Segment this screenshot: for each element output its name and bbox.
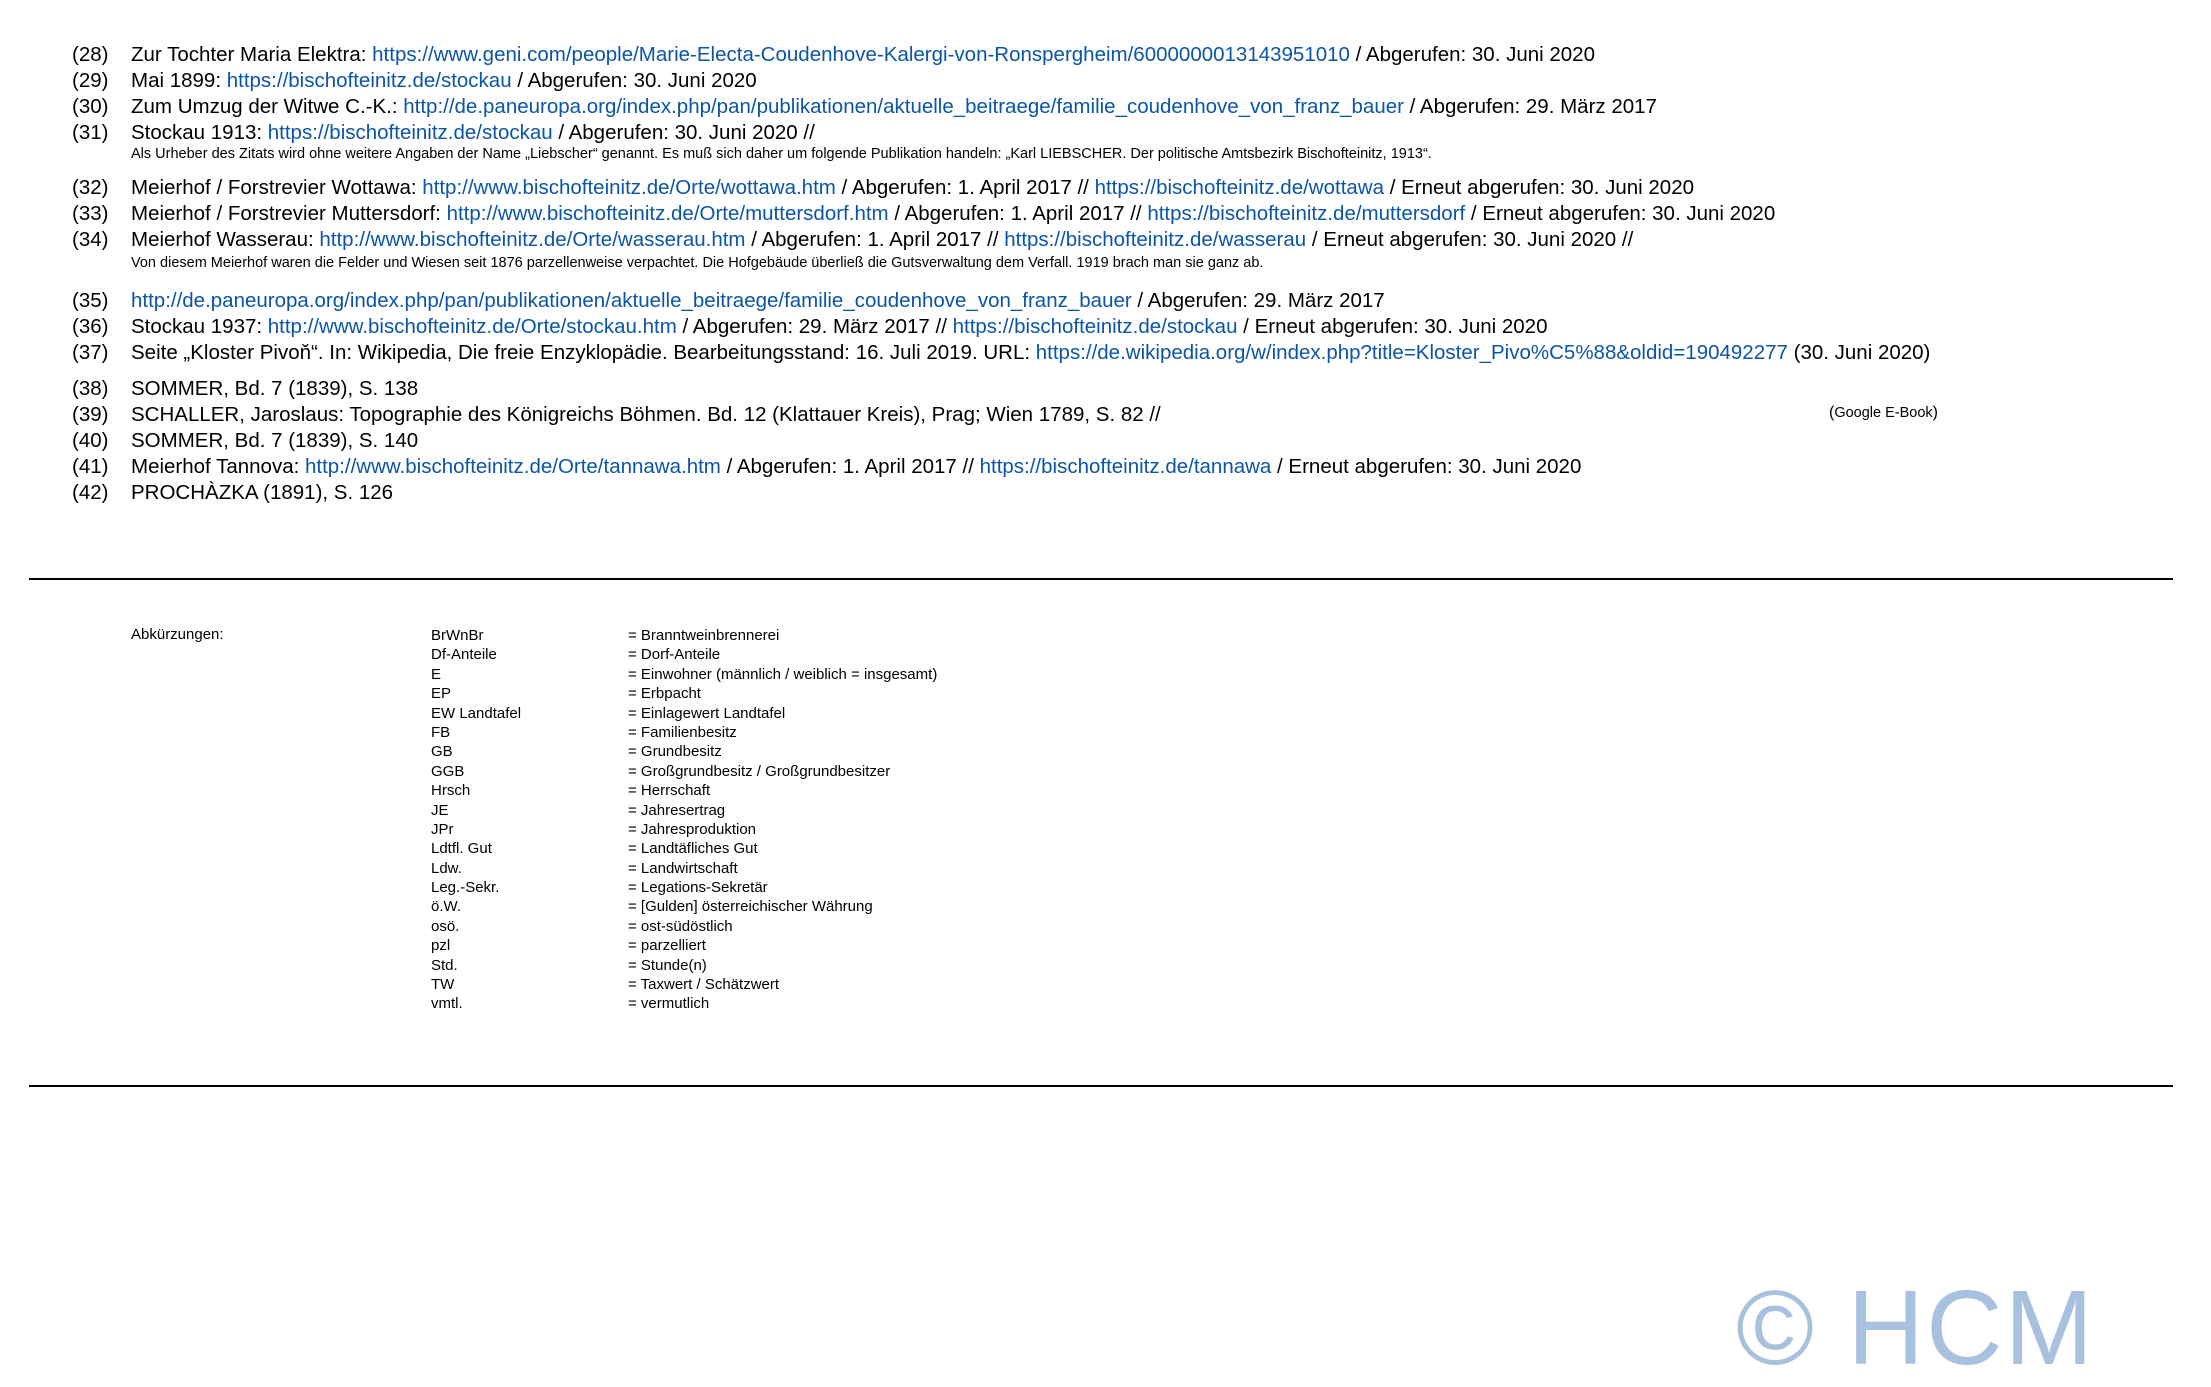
footnote-number: (37) xyxy=(72,341,109,364)
footnote-link-2[interactable]: https://bischofteinitz.de/wasserau xyxy=(1004,228,1307,251)
footnote-text xyxy=(131,68,757,93)
abbreviation-values xyxy=(628,626,937,1014)
abbreviation-meaning: = Stunde(n) xyxy=(628,956,707,974)
abbreviation-key: Leg.-Sekr. xyxy=(431,879,500,897)
footnote-text xyxy=(131,454,1581,479)
footnote-prefix: Zum Umzug der Witwe C.-K.: xyxy=(131,95,404,118)
footnote-suffix: / Abgerufen: 1. April 2017 // xyxy=(888,202,1148,225)
footnote-link[interactable]: http://www.bischofteinitz.de/Orte/stockau.htm xyxy=(267,315,677,338)
footnote-prefix: Meierhof / Forstrevier Muttersdorf: xyxy=(131,202,447,225)
footnote-prefix: Meierhof Wasserau: xyxy=(131,228,320,251)
footnote-text xyxy=(131,175,1694,200)
footnote-suffix-2: / Erneut abgerufen: 30. Juni 2020 xyxy=(1237,315,1548,338)
footnote-number: (32) xyxy=(72,176,109,199)
footnote-prefix: Meierhof / Forstrevier Wottawa: xyxy=(131,176,423,199)
abbreviation-meaning: = Jahresertrag xyxy=(628,801,726,819)
footnote-link[interactable]: http://www.bischofteinitz.de/Orte/tannawa.htm xyxy=(304,455,721,478)
footnote-number: (40) xyxy=(72,429,109,452)
abbreviation-key: GB xyxy=(431,743,453,761)
footnote-number: (42) xyxy=(72,481,109,504)
abbreviation-meaning: = Jahresproduktion xyxy=(628,820,756,838)
paren-close: ) xyxy=(1932,404,1938,421)
abbreviation-key: TW xyxy=(431,976,455,994)
footnote-suffix-2: / Erneut abgerufen: 30. Juni 2020 xyxy=(1465,202,1776,225)
copyright-watermark: © HCM xyxy=(1736,1269,2095,1387)
footnote-text xyxy=(131,428,418,453)
divider-bottom xyxy=(29,1085,2173,1087)
abbreviation-key: Df-Anteile xyxy=(431,646,497,664)
footnote-suffix: / Abgerufen: 1. April 2017 // xyxy=(745,228,1005,251)
google-ebook-label: Google E-Book xyxy=(1834,405,1933,421)
footnote-number: (29) xyxy=(72,69,109,92)
footnote-suffix: / Abgerufen: 30. Juni 2020 xyxy=(1349,43,1595,66)
footnote-link-2[interactable]: https://bischofteinitz.de/wottawa xyxy=(1094,176,1384,199)
abbreviation-key: Hrsch xyxy=(431,782,471,800)
footnote-prefix: SOMMER, Bd. 7 (1839), S. 140 xyxy=(131,429,419,452)
footnote-prefix: Meierhof Tannova: xyxy=(131,455,305,478)
footnote-text xyxy=(131,227,1633,252)
abbreviation-meaning: = Branntweinbrennerei xyxy=(628,627,780,644)
footnote-suffix-2: / Erneut abgerufen: 30. Juni 2020 xyxy=(1271,455,1582,478)
footnote-suffix: / Abgerufen: 1. April 2017 // xyxy=(835,176,1095,199)
abbreviation-key: EW Landtafel xyxy=(431,704,522,722)
abbreviation-meaning: = Einlagewert Landtafel xyxy=(628,704,786,722)
footnote-text xyxy=(131,480,393,505)
footnote-link[interactable]: https://de.wikipedia.org/w/index.php?title=Kloster_Pivo%C5%88&oldid=190492277 xyxy=(1035,341,1788,364)
footnote-prefix: Stockau 1913: xyxy=(131,121,268,144)
footnote-link[interactable]: https://bischofteinitz.de/stockau xyxy=(267,121,553,144)
footnote-suffix-2: / Erneut abgerufen: 30. Juni 2020 // xyxy=(1306,228,1634,251)
footnote-number: (28) xyxy=(72,43,109,66)
footnote-text xyxy=(131,288,1385,313)
abbreviation-meaning: = vermutlich xyxy=(628,995,710,1013)
footnote-link[interactable]: https://bischofteinitz.de/stockau xyxy=(226,69,512,92)
abbreviation-key: JPr xyxy=(431,820,454,838)
abbreviation-meaning: = parzelliert xyxy=(628,937,706,955)
note-34-detail: Von diesem Meierhof waren die Felder und Wiesen seit 1876 parzellenweise verpachtet. Die Hofgebäude überließ die Gutsverwaltung dem Verfall. 1919 brach man sie ganz ab. xyxy=(131,255,1264,271)
abbreviation-meaning: = Taxwert / Schätzwert xyxy=(628,976,780,994)
footnote-prefix: SOMMER, Bd. 7 (1839), S. 138 xyxy=(131,377,419,400)
footnote-text xyxy=(131,402,1161,427)
footnote-number: (31) xyxy=(72,121,109,144)
abbreviation-key: E xyxy=(431,665,442,683)
footnote-prefix: Stockau 1937: xyxy=(131,315,268,338)
footnote-text xyxy=(131,314,1548,339)
footnote-prefix: Seite „Kloster Pivoň“. In: Wikipedia, Die freie Enzyklopädie. Bearbeitungsstand: 16. Juli 2019. URL: xyxy=(131,341,1036,364)
footnote-suffix: / Abgerufen: 29. März 2017 xyxy=(1131,289,1385,312)
abbreviation-meaning: = Herrschaft xyxy=(628,782,711,800)
abbreviation-key: Ldw. xyxy=(431,859,462,877)
abbreviation-key: vmtl. xyxy=(431,995,463,1013)
footnote-number: (39) xyxy=(72,403,109,426)
abbreviation-meaning: = Dorf-Anteile xyxy=(628,646,721,664)
footnote-link[interactable]: http://de.paneuropa.org/index.php/pan/publikationen/aktuelle_beitraege/familie_coudenhove_von_franz_bauer xyxy=(403,95,1404,118)
footnote-suffix: / Abgerufen: 29. März 2017 xyxy=(1403,95,1657,118)
footnote-link[interactable]: https://www.geni.com/people/Marie-Electa-Coudenhove-Kalergi-von-Ronspergheim/6000000013143951010 xyxy=(372,43,1350,66)
abbreviation-meaning: = Familienbesitz xyxy=(628,723,737,741)
footnote-suffix: / Abgerufen: 30. Juni 2020 // xyxy=(552,121,815,144)
abbreviation-meaning: = Landwirtschaft xyxy=(628,859,738,877)
abbreviation-key: Std. xyxy=(431,956,458,974)
abbreviation-key: FB xyxy=(431,723,451,741)
footnote-number: (36) xyxy=(72,315,109,338)
footnote-link-2[interactable]: https://bischofteinitz.de/stockau xyxy=(952,315,1238,338)
abbreviation-meaning: = [Gulden] österreichischer Währung xyxy=(628,898,873,916)
footnote-prefix: Zur Tochter Maria Elektra: xyxy=(131,43,373,66)
paren-open: ( xyxy=(1829,404,1835,421)
abbreviation-meaning: = ost-südöstlich xyxy=(628,917,733,935)
footnote-text xyxy=(131,94,1657,119)
footnote-number: (38) xyxy=(72,377,109,400)
footnote-number: (41) xyxy=(72,455,109,478)
footnote-text xyxy=(131,120,815,145)
abbreviation-meaning: = Großgrundbesitz / Großgrundbesitzer xyxy=(628,762,891,780)
abbreviation-keys xyxy=(431,626,521,1014)
footnote-number: (35) xyxy=(72,289,109,312)
footnote-suffix-2: / Erneut abgerufen: 30. Juni 2020 xyxy=(1384,176,1695,199)
footnote-suffix: / Abgerufen: 30. Juni 2020 xyxy=(511,69,757,92)
footnote-prefix: SCHALLER, Jaroslaus: Topographie des Königreichs Böhmen. Bd. 12 (Klattauer Kreis), Prag; Wien 1789, S. 82 // xyxy=(131,403,1161,426)
google-ebook-note xyxy=(1829,404,1938,422)
footnote-number: (33) xyxy=(72,202,109,225)
abbreviation-key: BrWnBr xyxy=(431,627,484,644)
footnote-prefix: PROCHÀZKA (1891), S. 126 xyxy=(131,481,394,504)
abbreviation-key: ö.W. xyxy=(431,898,462,916)
footnote-prefix: Mai 1899: xyxy=(131,69,227,92)
footnote-text xyxy=(131,42,1595,67)
abbreviation-key: EP xyxy=(431,685,452,703)
footnote-suffix: / Abgerufen: 29. März 2017 // xyxy=(676,315,953,338)
footnote-link[interactable]: http://www.bischofteinitz.de/Orte/muttersdorf.htm xyxy=(446,202,889,225)
footnote-text xyxy=(131,376,418,401)
abbreviation-meaning: = Grundbesitz xyxy=(628,743,722,761)
abbreviation-key: GGB xyxy=(431,762,465,780)
footnote-link[interactable]: http://de.paneuropa.org/index.php/pan/publikationen/aktuelle_beitraege/familie_coudenhove_von_franz_bauer xyxy=(131,289,1132,312)
footnote-text xyxy=(131,201,1775,226)
abbreviation-meaning: = Landtäfliches Gut xyxy=(628,840,758,858)
footnote-text xyxy=(131,340,1930,365)
abbreviation-meaning: = Einwohner (männlich / weiblich = insgesamt) xyxy=(628,665,938,683)
footnote-link[interactable]: http://www.bischofteinitz.de/Orte/wasserau.htm xyxy=(319,228,746,251)
footnote-link-2[interactable]: https://bischofteinitz.de/tannawa xyxy=(979,455,1272,478)
abbreviations-title: Abkürzungen: xyxy=(131,626,224,643)
abbreviation-key: pzl xyxy=(431,937,451,955)
divider-top xyxy=(29,578,2173,580)
footnote-link-2[interactable]: https://bischofteinitz.de/muttersdorf xyxy=(1147,202,1466,225)
footnote-suffix: (30. Juni 2020) xyxy=(1787,341,1931,364)
abbreviation-key: Ldtfl. Gut xyxy=(431,840,492,858)
footnote-number: (34) xyxy=(72,228,109,251)
footnote-link[interactable]: http://www.bischofteinitz.de/Orte/wottawa.htm xyxy=(422,176,836,199)
abbreviation-meaning: = Legations-Sekretär xyxy=(628,879,768,897)
abbreviation-key: osö. xyxy=(431,917,460,935)
footnote-suffix: / Abgerufen: 1. April 2017 // xyxy=(720,455,980,478)
abbreviation-key: JE xyxy=(431,801,449,819)
note-31-detail: Als Urheber des Zitats wird ohne weitere Angaben der Name „Liebscher“ genannt. Es muß sich daher um folgende Publikation handeln: „Karl LIEBSCHER. Der politische Amtsbezirk Bischofteinitz, 1913“. xyxy=(131,146,1432,162)
footnote-number: (30) xyxy=(72,95,109,118)
abbreviation-meaning: = Erbpacht xyxy=(628,685,701,703)
